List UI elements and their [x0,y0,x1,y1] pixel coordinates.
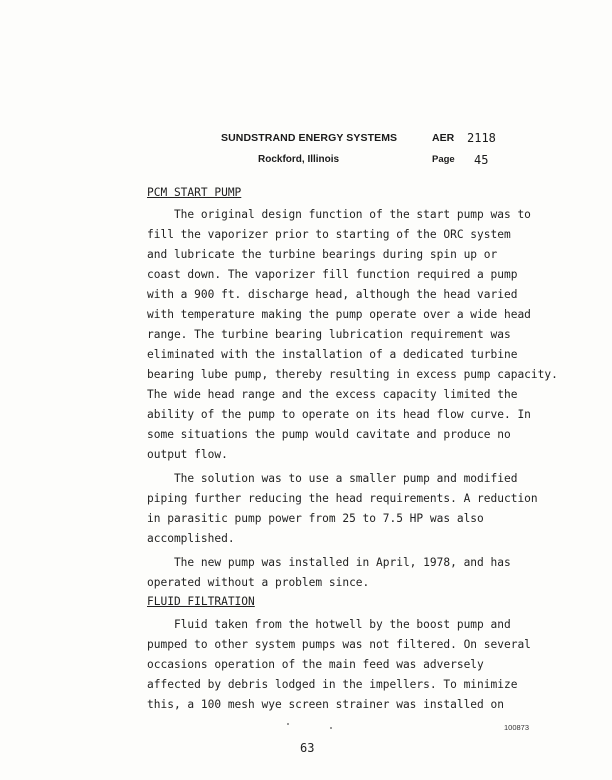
text-line: occasions operation of the main feed was adversely [147,658,484,671]
text-line: in parasitic pump power from 25 to 7.5 HP was also [147,512,484,525]
text-line: coast down. The vaporizer fill function required a pump [147,268,518,281]
text-line: range. The turbine bearing lubrication requirement was [147,328,511,341]
text-line: pumped to other system pumps was not filtered. On several [147,638,531,651]
scan-speck [330,727,332,729]
document-id: 100873 [504,723,530,732]
text-line: Fluid taken from the hotwell by the boost pump and [147,618,511,631]
text-line: output flow. [147,448,228,461]
text-line: some situations the pump would cavitate and produce no [147,428,511,441]
section-heading: FLUID FILTRATION [147,595,255,608]
aer-number: 2118 [467,131,496,145]
text-line: piping further reducing the head requirements. A reduction [147,492,538,505]
company-name: SUNDSTRAND ENERGY SYSTEMS [221,132,398,144]
text-line: accomplished. [147,532,235,545]
text-line: affected by debris lodged in the impellers. To minimize [147,678,518,691]
text-line: bearing lube pump, thereby resulting in excess pump capacity. [147,368,558,381]
text-line: The solution was to use a smaller pump and modified [147,472,518,485]
scan-speck [287,723,289,725]
footer-page-number: 63 [300,741,315,755]
text-line: The wide head range and the excess capacity limited the [147,388,518,401]
text-line: eliminated with the installation of a dedicated turbine [147,348,518,361]
text-line: with a 900 ft. discharge head, although the head varied [147,288,518,301]
company-location: Rockford, Illinois [258,154,340,165]
text-line: this, a 100 mesh wye screen strainer was installed on [147,698,504,711]
page-label: Page [432,154,455,165]
text-line: The new pump was installed in April, 1978, and has [147,556,511,569]
text-line: with temperature making the pump operate over a wide head [147,308,531,321]
page-number: 45 [474,153,489,167]
text-line: and lubricate the turbine bearings during spin up or [147,248,498,261]
aer-label: AER [432,132,455,144]
text-line: operated without a problem since. [147,576,370,589]
section-heading: PCM START PUMP [147,186,242,199]
text-line: ability of the pump to operate on its head flow curve. In [147,408,531,421]
text-line: The original design function of the start pump was to [147,208,531,221]
text-line: fill the vaporizer prior to starting of the ORC system [147,228,511,241]
